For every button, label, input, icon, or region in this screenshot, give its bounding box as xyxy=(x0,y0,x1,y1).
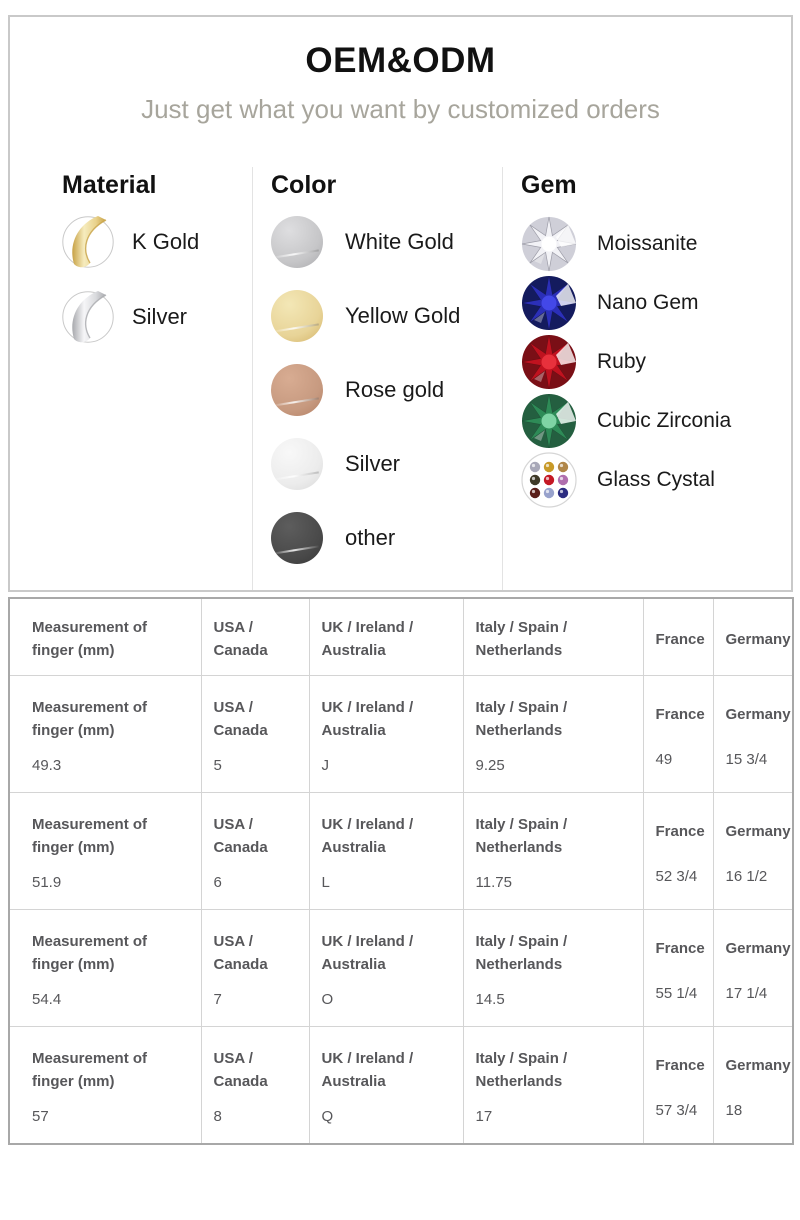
size-table-header-cell xyxy=(463,598,643,676)
size-table-cell xyxy=(9,910,201,1027)
gem-option-label: Ruby xyxy=(597,350,647,373)
cell-value: 57 3/4 xyxy=(655,1101,698,1119)
cell-value: 55 1/4 xyxy=(655,984,698,1002)
table-row xyxy=(9,910,793,1027)
color-option xyxy=(271,364,502,416)
size-table-header-cell xyxy=(713,598,793,676)
gem-option-label: Glass Cystal xyxy=(597,468,715,491)
cell-value: 14.5 xyxy=(475,991,505,1008)
material-option xyxy=(62,216,252,268)
gem-icon xyxy=(521,216,577,272)
size-table-header-cell xyxy=(643,598,713,676)
color-option xyxy=(271,438,502,490)
cell-value: 9.25 xyxy=(475,757,505,774)
cell-label: Germany xyxy=(725,822,791,840)
color-option xyxy=(271,216,502,268)
cell-label: Measurement of finger (mm) xyxy=(32,1050,148,1090)
cell-label: France xyxy=(655,1056,705,1074)
cell-label: UK / Ireland / Australia xyxy=(321,933,414,973)
cell-value: 15 3/4 xyxy=(725,750,768,768)
cell-label: Italy / Spain / Netherlands xyxy=(475,816,568,856)
color-column xyxy=(252,167,502,590)
color-swatch-icon xyxy=(271,216,323,268)
cell-label: UK / Ireland / Australia xyxy=(321,816,414,856)
size-table-cell xyxy=(201,910,309,1027)
cell-value: L xyxy=(321,874,330,891)
cell-label: Measurement of finger (mm) xyxy=(32,816,148,856)
gem-column xyxy=(502,167,791,590)
size-table-cell xyxy=(713,676,793,793)
table-row xyxy=(9,676,793,793)
gem-option xyxy=(521,334,791,390)
panel-subtitle: Just get what you want by customized orders xyxy=(141,94,660,124)
cell-label: Germany xyxy=(725,630,791,648)
size-table-cell xyxy=(309,676,463,793)
cell-label: France xyxy=(655,630,705,648)
cell-value: 8 xyxy=(213,1108,222,1125)
gem-option xyxy=(521,216,791,272)
gem-icon xyxy=(521,334,577,390)
color-swatch-icon xyxy=(271,438,323,490)
size-table-cell xyxy=(309,1027,463,1145)
cell-value: 54.4 xyxy=(32,991,62,1008)
cell-value: 16 1/2 xyxy=(725,867,768,885)
gem-icon xyxy=(521,393,577,449)
size-table-cell xyxy=(309,910,463,1027)
table-row xyxy=(9,793,793,910)
color-option-label: Silver xyxy=(345,451,401,476)
size-table-cell xyxy=(643,793,713,910)
cell-label: Italy / Spain / Netherlands xyxy=(475,933,568,973)
cell-label: France xyxy=(655,705,705,723)
gem-option xyxy=(521,452,791,508)
material-column xyxy=(10,167,252,590)
cell-label: Measurement of finger (mm) xyxy=(32,933,148,973)
cell-value: 51.9 xyxy=(32,874,62,891)
cell-label: Germany xyxy=(725,1056,791,1074)
size-table-header-cell xyxy=(309,598,463,676)
cell-value: 49 xyxy=(655,750,673,768)
gem-header: Gem xyxy=(521,171,577,199)
size-table-header-cell xyxy=(9,598,201,676)
material-items xyxy=(62,216,252,343)
size-table-cell xyxy=(9,793,201,910)
size-table-cell xyxy=(201,676,309,793)
gem-cluster-icon xyxy=(521,452,577,508)
size-table-cell xyxy=(463,910,643,1027)
size-table-cell xyxy=(9,676,201,793)
cell-label: Italy / Spain / Netherlands xyxy=(475,1050,568,1090)
gem-option-label: Nano Gem xyxy=(597,291,699,314)
color-swatch-icon xyxy=(271,364,323,416)
option-columns xyxy=(10,167,791,590)
size-table-cell xyxy=(713,910,793,1027)
cell-value: 52 3/4 xyxy=(655,867,698,885)
cell-label: UK / Ireland / Australia xyxy=(321,1050,414,1090)
size-table-header-row xyxy=(9,598,793,676)
size-table-cell xyxy=(463,793,643,910)
cell-label: USA / Canada xyxy=(213,619,268,659)
ring-band-icon xyxy=(62,216,114,268)
size-table-cell xyxy=(463,1027,643,1145)
size-table-cell xyxy=(643,910,713,1027)
ring-band-icon xyxy=(62,291,114,343)
table-row xyxy=(9,1027,793,1145)
color-header: Color xyxy=(271,171,337,199)
cell-label: France xyxy=(655,939,705,957)
color-option-label: other xyxy=(345,525,396,550)
cell-label: Measurement of finger (mm) xyxy=(32,699,148,739)
color-swatch-icon xyxy=(271,512,323,564)
cell-label: Italy / Spain / Netherlands xyxy=(475,619,568,659)
size-table xyxy=(8,597,794,1145)
size-table-cell xyxy=(713,1027,793,1145)
cell-value: 18 xyxy=(725,1101,743,1119)
gem-option xyxy=(521,393,791,449)
size-table-cell xyxy=(9,1027,201,1145)
size-table-cell xyxy=(309,793,463,910)
gem-option-label: Cubic Zirconia xyxy=(597,409,732,432)
color-items xyxy=(271,216,502,564)
cell-value: J xyxy=(321,757,329,774)
size-table-cell xyxy=(463,676,643,793)
cell-value: 57 xyxy=(32,1108,49,1125)
cell-label: USA / Canada xyxy=(213,816,268,856)
cell-label: UK / Ireland / Australia xyxy=(321,699,414,739)
cell-label: USA / Canada xyxy=(213,699,268,739)
cell-label: USA / Canada xyxy=(213,1050,268,1090)
color-option-label: Rose gold xyxy=(345,377,445,402)
material-option xyxy=(62,291,252,343)
panel-title: OEM&ODM xyxy=(305,41,496,80)
color-option xyxy=(271,512,502,564)
size-table-cell xyxy=(643,1027,713,1145)
color-swatch-icon xyxy=(271,290,323,342)
size-table-cell xyxy=(201,793,309,910)
oem-odm-panel xyxy=(8,15,793,592)
cell-label: USA / Canada xyxy=(213,933,268,973)
cell-value: 17 xyxy=(475,1108,493,1125)
color-option-label: Yellow Gold xyxy=(345,303,461,328)
gem-option-label: Moissanite xyxy=(597,232,698,255)
cell-value: 6 xyxy=(213,874,222,891)
material-option-label: K Gold xyxy=(132,229,200,254)
color-option xyxy=(271,290,502,342)
size-table-cell xyxy=(713,793,793,910)
size-table-body xyxy=(9,598,793,1144)
cell-label: UK / Ireland / Australia xyxy=(321,619,414,659)
cell-label: Measurement of finger (mm) xyxy=(32,619,148,659)
cell-value: 7 xyxy=(213,991,222,1008)
material-header: Material xyxy=(62,171,157,199)
material-option-label: Silver xyxy=(132,304,188,329)
cell-value: 11.75 xyxy=(475,874,512,891)
cell-label: Germany xyxy=(725,705,791,723)
size-table-cell xyxy=(201,1027,309,1145)
cell-value: 17 1/4 xyxy=(725,984,768,1002)
cell-label: France xyxy=(655,822,705,840)
cell-value: Q xyxy=(321,1108,334,1125)
size-table-header-cell xyxy=(201,598,309,676)
gem-option xyxy=(521,275,791,331)
cell-label: Italy / Spain / Netherlands xyxy=(475,699,568,739)
size-table-cell xyxy=(643,676,713,793)
gem-icon xyxy=(521,275,577,331)
cell-label: Germany xyxy=(725,939,791,957)
cell-value: 49.3 xyxy=(32,757,62,774)
cell-value: 5 xyxy=(213,757,222,774)
color-option-label: White Gold xyxy=(345,229,454,254)
gem-items xyxy=(521,216,791,508)
cell-value: O xyxy=(321,991,334,1008)
